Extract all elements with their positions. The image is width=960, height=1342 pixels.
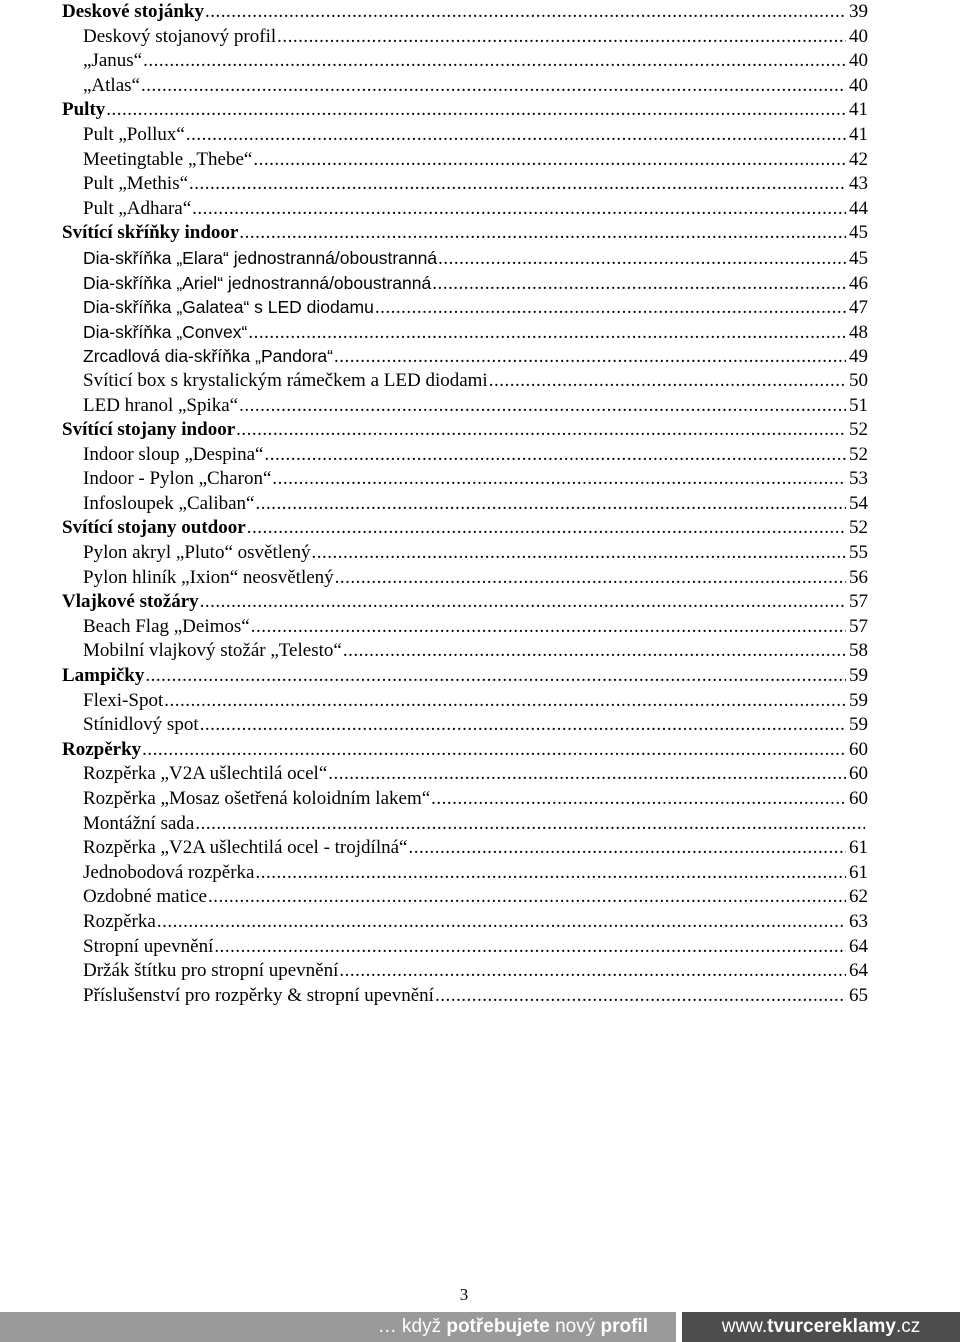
toc-subentry[interactable]	[62, 271, 868, 296]
toc-entry-title: Stropní upevnění	[83, 935, 214, 957]
toc-entry-page: 59	[849, 665, 868, 687]
toc-entry-page: 45	[849, 247, 868, 269]
toc-entry-title: Příslušenství pro rozpěrky & stropní upevnění	[83, 984, 434, 1006]
toc-dot-leader	[208, 885, 846, 910]
footer-slogan	[0, 1312, 676, 1342]
toc-subentry[interactable]	[62, 713, 868, 738]
toc-entry-title: Svítící skříňky indoor	[62, 222, 239, 244]
toc-subentry[interactable]	[62, 566, 868, 591]
toc-entry-page: 40	[849, 74, 868, 96]
toc-subentry[interactable]	[62, 123, 868, 148]
toc-entry-page: 58	[849, 640, 868, 662]
footer-url[interactable]	[682, 1312, 960, 1342]
toc-entry-page: 50	[849, 369, 868, 391]
toc-dot-leader	[255, 861, 846, 886]
toc-entry-title: „Atlas“	[83, 74, 140, 96]
toc-section-entry[interactable]	[62, 590, 868, 615]
toc-dot-leader	[277, 25, 846, 50]
toc-entry-page: 60	[849, 738, 868, 760]
toc-entry-page: 55	[849, 542, 868, 564]
toc-entry-page: 47	[849, 297, 868, 319]
toc-entry-title: Dia-skříňka „Elara“ jednostranná/oboustranná	[83, 247, 438, 268]
toc-entry-title: Stínidlový spot	[83, 714, 199, 736]
toc-dot-leader	[253, 148, 846, 173]
toc-dot-leader	[143, 49, 846, 74]
page-number: 3	[459, 1285, 469, 1304]
toc-entry-page: 65	[849, 984, 868, 1006]
toc-subentry[interactable]	[62, 197, 868, 222]
toc-entry-title: Ozdobné matice	[83, 886, 207, 908]
slogan-bold: potřebujete	[446, 1316, 550, 1337]
toc-dot-leader	[335, 566, 846, 591]
toc-entry-page: 60	[849, 763, 868, 785]
toc-entry-page: 41	[849, 99, 868, 121]
toc-entry-title: Dia-skříňka „Ariel“ jednostranná/oboustranná	[83, 272, 432, 293]
toc-entry-page: 62	[849, 886, 868, 908]
toc-dot-leader	[106, 98, 846, 123]
toc-entry-page: 40	[849, 50, 868, 72]
toc-entry-title: Indoor - Pylon „Charon“	[83, 468, 272, 490]
toc-entry-title: Indoor sloup „Despina“	[83, 443, 264, 465]
toc-dot-leader	[438, 247, 846, 271]
toc-entry-page: 45	[849, 222, 868, 244]
toc-entry-page: 64	[849, 960, 868, 982]
toc-entry-title: Rozpěrky	[62, 738, 142, 760]
toc-subentry[interactable]	[62, 148, 868, 173]
toc-dot-leader	[432, 272, 846, 296]
toc-subentry[interactable]	[62, 49, 868, 74]
toc-dot-leader	[189, 172, 846, 197]
toc-entry-title: Pylon hliník „Ixion“ neosvětlený	[83, 566, 334, 588]
toc-dot-leader	[239, 221, 846, 246]
toc-entry-page: 48	[849, 321, 868, 343]
toc-entry-page: 61	[849, 837, 868, 859]
toc-entry-page: 63	[849, 910, 868, 932]
toc-entry-title: Deskové stojánky	[62, 1, 204, 22]
toc-dot-leader	[264, 443, 846, 468]
toc-entry-title: Svítící stojany indoor	[62, 419, 236, 441]
toc-entry-page: 53	[849, 468, 868, 490]
toc-entry-title: „Janus“	[83, 50, 143, 72]
toc-subentry[interactable]	[62, 295, 868, 320]
toc-dot-leader	[164, 689, 846, 714]
toc-subentry[interactable]	[62, 861, 868, 886]
toc-entry-page: 51	[849, 394, 868, 416]
toc-subentry[interactable]	[62, 885, 868, 910]
toc-entry-title: Pult „Adhara“	[83, 197, 192, 219]
toc-section-entry[interactable]	[62, 516, 868, 541]
toc-subentry[interactable]	[62, 320, 868, 345]
toc-entry-page: 59	[849, 689, 868, 711]
toc-subentry[interactable]	[62, 25, 868, 50]
toc-dot-leader	[214, 935, 846, 960]
toc-entry-page: 39	[849, 1, 868, 22]
toc-subentry[interactable]	[62, 541, 868, 566]
toc-subentry[interactable]	[62, 467, 868, 492]
toc-entry-title: Svíticí box s krystalickým rámečkem a LED diodami	[83, 369, 488, 391]
toc-subentry[interactable]	[62, 910, 868, 935]
toc-subentry[interactable]	[62, 639, 868, 664]
toc-entry-page: 54	[849, 492, 868, 514]
toc-dot-leader	[311, 541, 846, 566]
toc-entry-title: Meetingtable „Thebe“	[83, 148, 253, 170]
toc-entry-title: Mobilní vlajkový stožár „Telesto“	[83, 640, 342, 662]
toc-dot-leader	[328, 762, 846, 787]
toc-subentry[interactable]	[62, 172, 868, 197]
toc-entry-title: Svítící stojany outdoor	[62, 517, 246, 539]
toc-subentry[interactable]	[62, 689, 868, 714]
toc-subentry[interactable]	[62, 836, 868, 861]
toc-entry-title: Infosloupek „Caliban“	[83, 492, 255, 514]
toc-dot-leader	[251, 615, 846, 640]
toc-entry-page: 41	[849, 123, 868, 145]
toc-subentry[interactable]	[62, 74, 868, 99]
slogan-prefix: … když	[377, 1316, 447, 1337]
toc-entry-title: Flexi-Spot	[83, 689, 164, 711]
toc-section-entry[interactable]	[62, 221, 868, 246]
toc-subentry[interactable]	[62, 984, 868, 1009]
toc-dot-leader	[200, 713, 846, 738]
table-of-contents	[62, 0, 868, 1008]
toc-entry-title: Dia-skříňka „Convex“	[83, 321, 248, 342]
slogan-bold-2: profil	[600, 1316, 648, 1337]
toc-dot-leader	[334, 345, 846, 369]
slogan-suffix: nový	[549, 1316, 601, 1337]
toc-dot-leader	[145, 664, 846, 689]
toc-entry-title: Pylon akryl „Pluto“ osvětlený	[83, 542, 311, 564]
toc-subentry[interactable]	[62, 762, 868, 787]
toc-dot-leader	[141, 74, 846, 99]
toc-entry-page: 44	[849, 197, 868, 219]
toc-entry-page: 43	[849, 173, 868, 195]
toc-entry-title: Rozpěrka	[83, 910, 156, 932]
toc-dot-leader	[248, 321, 846, 345]
toc-dot-leader	[435, 984, 846, 1009]
toc-section-entry[interactable]	[62, 664, 868, 689]
toc-entry-page: 40	[849, 25, 868, 47]
toc-dot-leader	[142, 738, 846, 763]
toc-entry-title: Pult „Methis“	[83, 173, 189, 195]
toc-dot-leader	[339, 959, 846, 984]
footer-bar	[0, 1312, 960, 1342]
toc-subentry[interactable]	[62, 394, 868, 419]
toc-dot-leader	[239, 394, 846, 419]
toc-subentry[interactable]	[62, 935, 868, 960]
toc-subentry[interactable]	[62, 959, 868, 984]
toc-dot-leader	[157, 910, 846, 935]
toc-dot-leader	[186, 123, 846, 148]
toc-entry-title: Zrcadlová dia-skříňka „Pandora“	[83, 346, 333, 367]
toc-entry-title: Lampičky	[62, 665, 145, 687]
toc-entry-page: 42	[849, 148, 868, 170]
toc-dot-leader	[205, 0, 846, 25]
toc-entry-title: Dia-skříňka „Galatea“ s LED diodamu	[83, 297, 374, 318]
toc-entry-title: Rozpěrka „V2A ušlechtilá ocel“	[83, 763, 328, 785]
toc-entry-title: Montážní sada	[83, 812, 195, 834]
toc-entry-page: 52	[849, 443, 868, 465]
toc-dot-leader	[195, 812, 865, 837]
toc-entry-title: Pult „Pollux“	[83, 123, 185, 145]
toc-dot-leader	[272, 467, 846, 492]
toc-dot-leader	[408, 836, 846, 861]
toc-entry-page: 57	[849, 591, 868, 613]
toc-entry-page: 52	[849, 419, 868, 441]
toc-section-entry[interactable]	[62, 0, 868, 25]
toc-dot-leader	[192, 197, 846, 222]
toc-entry-title: Pulty	[62, 99, 106, 121]
toc-section-entry[interactable]	[62, 98, 868, 123]
toc-entry-page: 59	[849, 714, 868, 736]
toc-entry-page: 64	[849, 935, 868, 957]
toc-entry-page: 46	[849, 272, 868, 294]
url-domain: tvurcereklamy	[767, 1316, 896, 1337]
toc-dot-leader	[431, 787, 846, 812]
toc-entry-title: Jednobodová rozpěrka	[83, 861, 255, 883]
toc-subentry[interactable]	[62, 369, 868, 394]
toc-dot-leader	[247, 516, 846, 541]
toc-subentry[interactable]	[62, 615, 868, 640]
toc-entry-title: Vlajkové stožáry	[62, 591, 199, 613]
toc-dot-leader	[255, 492, 846, 517]
toc-dot-leader	[236, 418, 846, 443]
url-prefix: www.	[721, 1316, 768, 1337]
toc-entry-page: 60	[849, 788, 868, 809]
toc-entry-page: 52	[849, 517, 868, 539]
toc-subentry[interactable]	[62, 787, 868, 812]
toc-subentry[interactable]	[62, 492, 868, 517]
toc-dot-leader	[343, 639, 846, 664]
toc-entry-title: LED hranol „Spika“	[83, 394, 239, 416]
toc-entry-title: Rozpěrka „Mosaz ošetřená koloidním lakem“	[83, 788, 431, 809]
toc-entry-title: Beach Flag „Deimos“	[83, 615, 250, 637]
toc-entry-page: 57	[849, 615, 868, 637]
toc-entry-page: 49	[849, 346, 868, 368]
toc-entry-title: Rozpěrka „V2A ušlechtilá ocel - trojdílná“	[83, 837, 408, 859]
toc-subentry[interactable]	[62, 812, 868, 837]
toc-dot-leader	[375, 296, 846, 320]
toc-subentry[interactable]	[62, 443, 868, 468]
url-suffix: .cz	[896, 1316, 921, 1337]
toc-entry-title: Držák štítku pro stropní upevnění	[83, 960, 339, 982]
toc-section-entry[interactable]	[62, 418, 868, 443]
toc-entry-title: Deskový stojanový profil	[83, 25, 277, 47]
toc-section-entry[interactable]	[62, 738, 868, 763]
toc-dot-leader	[200, 590, 846, 615]
toc-subentry[interactable]	[62, 246, 868, 271]
toc-dot-leader	[489, 369, 846, 394]
toc-entry-page: 56	[849, 566, 868, 588]
toc-entry-page: 61	[849, 861, 868, 883]
toc-subentry[interactable]	[62, 344, 868, 369]
